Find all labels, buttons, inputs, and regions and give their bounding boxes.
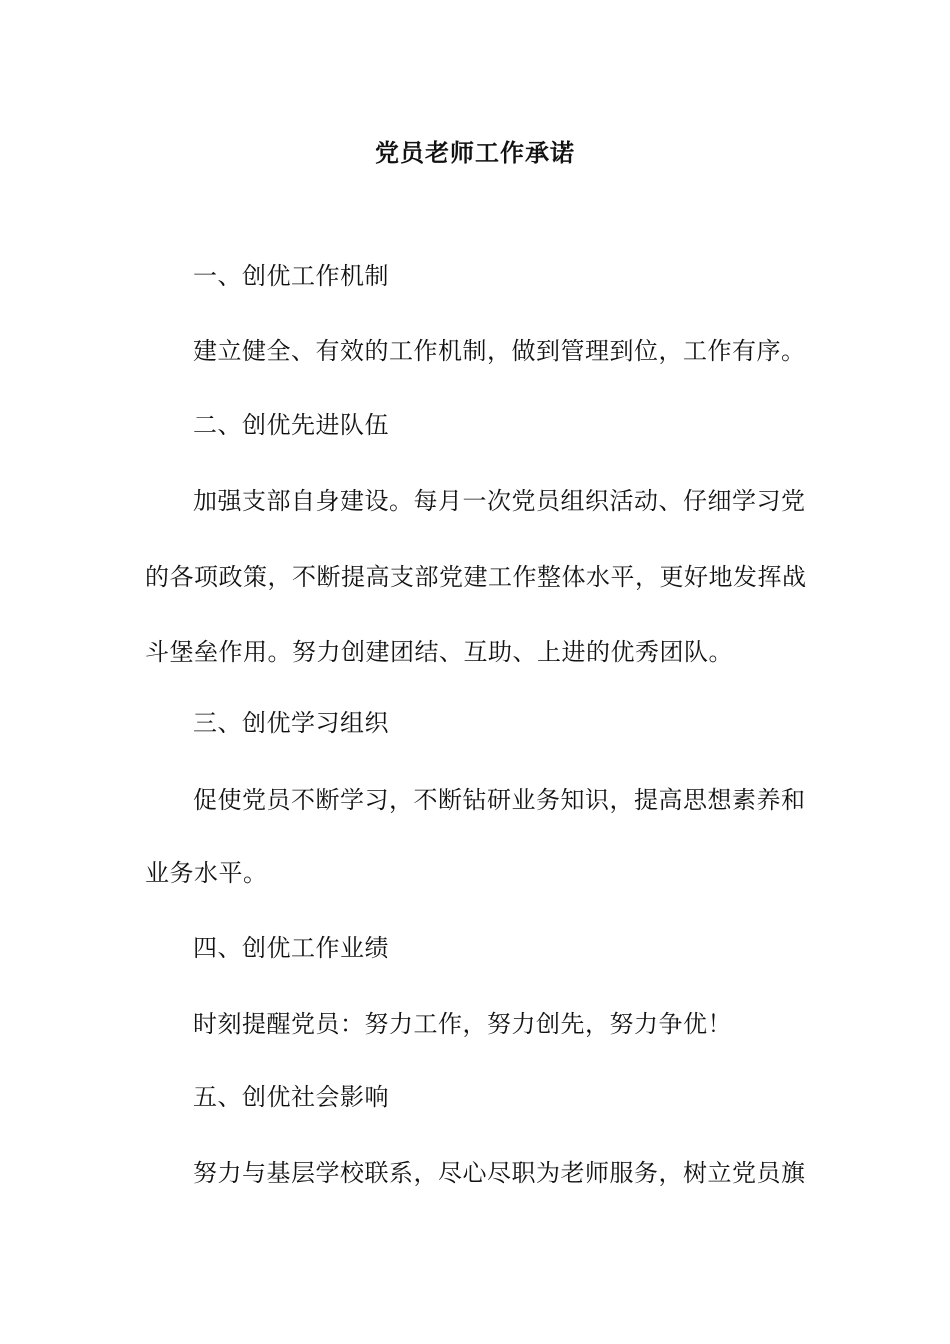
section-heading-2: 二、创优先进队伍: [193, 411, 389, 439]
section-heading-5: 五、创优社会影响: [193, 1083, 389, 1111]
paragraph-line: 业务水平。: [145, 859, 268, 887]
document-title: 党员老师工作承诺: [375, 138, 575, 167]
paragraph-line: 促使党员不断学习，不断钻研业务知识，提高思想素养和: [193, 786, 806, 814]
paragraph-line: 斗堡垒作用。努力创建团结、互助、上进的优秀团队。: [145, 638, 733, 666]
paragraph-line: 建立健全、有效的工作机制，做到管理到位，工作有序。: [193, 337, 806, 365]
section-heading-3: 三、创优学习组织: [193, 709, 389, 737]
paragraph-line: 的各项政策，不断提高支部党建工作整体水平，更好地发挥战: [145, 563, 807, 591]
paragraph-line: 努力与基层学校联系，尽心尽职为老师服务，树立党员旗: [193, 1159, 806, 1187]
paragraph-line: 加强支部自身建设。每月一次党员组织活动、仔细学习党: [193, 487, 806, 515]
paragraph-line: 时刻提醒党员：努力工作，努力创先，努力争优！: [193, 1010, 732, 1038]
section-heading-1: 一、创优工作机制: [193, 262, 389, 290]
section-heading-4: 四、创优工作业绩: [193, 934, 389, 962]
